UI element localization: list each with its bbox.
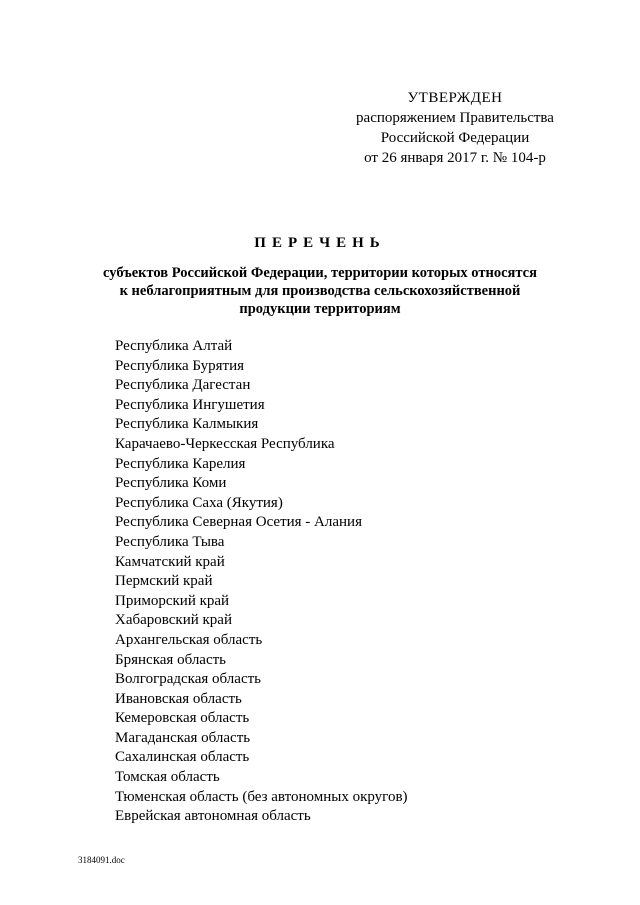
region-item: Республика Бурятия <box>115 357 245 374</box>
region-item: Республика Карелия <box>115 455 246 472</box>
approval-line-3: от 26 января 2017 г. № 104-р <box>364 150 546 166</box>
subheading-line-3: продукции территориям <box>239 301 401 317</box>
region-item: Республика Тыва <box>115 533 225 550</box>
region-item: Сахалинская область <box>115 749 250 766</box>
region-item: Хабаровский край <box>115 612 232 629</box>
region-item: Томская область <box>115 769 220 786</box>
subheading-line-1: субъектов Российской Федерации, территории которых относятся <box>103 265 537 281</box>
region-list <box>115 337 408 827</box>
region-item: Республика Саха (Якутия) <box>115 494 283 511</box>
approval-block <box>330 88 580 168</box>
region-item: Кемеровская область <box>115 710 250 727</box>
region-item: Еврейская автономная область <box>115 808 311 825</box>
region-item: Пермский край <box>115 573 213 590</box>
document-file-reference: 3184091.doc <box>78 855 125 865</box>
region-item: Брянская область <box>115 651 227 668</box>
region-item: Ивановская область <box>115 690 242 707</box>
region-item: Приморский край <box>115 592 230 609</box>
approval-line-1: распоряжением Правительства <box>356 110 554 126</box>
region-item: Волгоградская область <box>115 671 261 688</box>
region-item: Республика Ингушетия <box>115 396 265 413</box>
region-item: Карачаево-Черкесская Республика <box>115 435 335 452</box>
region-item: Камчатский край <box>115 553 225 570</box>
document-subheading <box>80 264 560 318</box>
region-item: Республика Калмыкия <box>115 416 259 433</box>
approval-line-2: Российской Федерации <box>380 130 530 146</box>
region-item: Архангельская область <box>115 631 263 648</box>
region-item: Республика Северная Осетия - Алания <box>115 514 362 531</box>
region-item: Магаданская область <box>115 729 251 746</box>
region-item: Республика Алтай <box>115 338 233 354</box>
region-item: Республика Коми <box>115 475 227 492</box>
region-item: Тюменская область (без автономных округов) <box>115 788 408 805</box>
subheading-line-2: к неблагоприятным для производства сельскохозяйственной <box>119 283 521 299</box>
document-heading: ПЕРЕЧЕНЬ <box>254 235 386 251</box>
approval-title: УТВЕРЖДЕН <box>407 90 503 106</box>
region-item: Республика Дагестан <box>115 377 251 394</box>
